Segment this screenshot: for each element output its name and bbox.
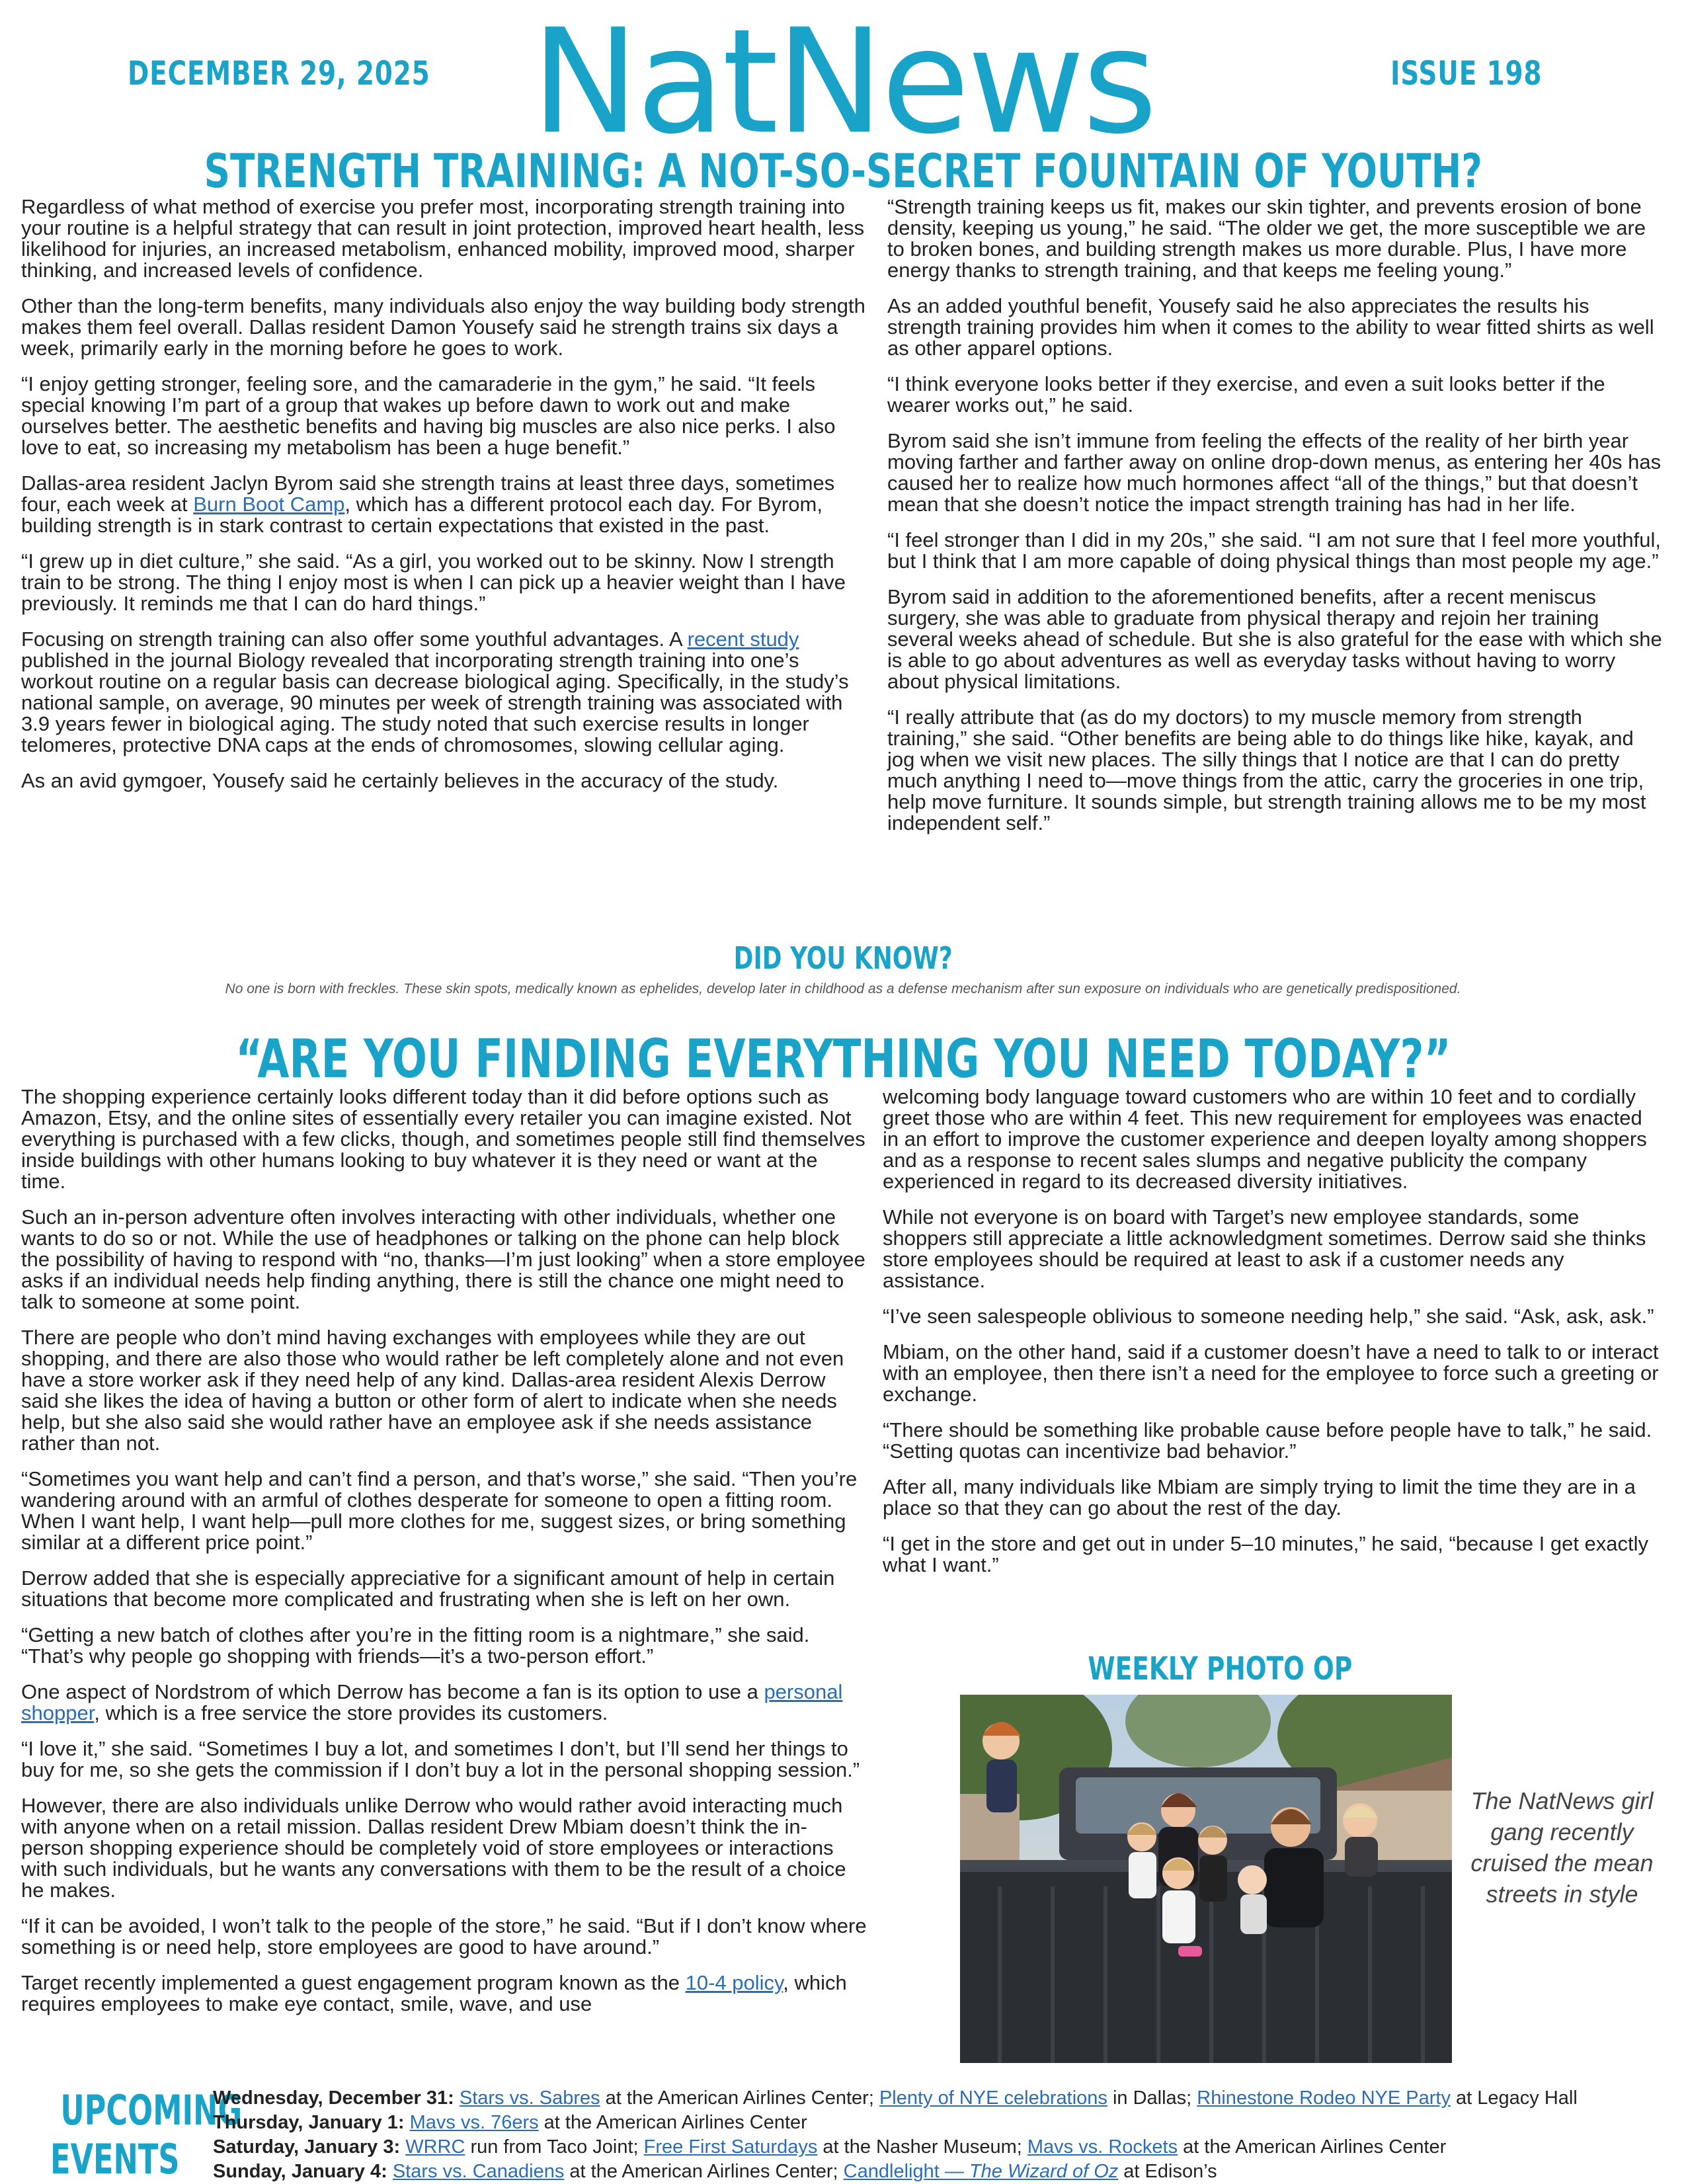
event-row: Sunday, January 4: Stars vs. Canadiens at the American Airlines Center; Candlelight — The Wizard of Oz at Edison’s [213, 2161, 1217, 2182]
paragraph: Focusing on strength training can also offer some youthful advantages. A recent study published in the journal Biology revealed that incorporating strength training into one’s workout routine on a regular basis can decrease biological aging. Specifically, in the study’s national sample, on average, 90 minutes per week of strength training was associated with 3.9 years fewer in biological aging. The study noted that such exercise results in longer telomeres, protective DNA caps at the ends of chromosomes, slowing cellular aging. [21, 627, 849, 756]
paragraph: Such an in-person adventure often involves interacting with other individuals, whether one wants to do so or not. While the use of headphones or talking on the phone can help block the possibility of having to respond with “no, thanks—I’m just looking” when a store employee asks if an individual needs help finding anything, there is still the chance one might need to talk to someone at some point. [21, 1205, 865, 1313]
personal-shopper-link[interactable]: personal shopper [21, 1680, 843, 1724]
event-link[interactable]: WRRC [405, 2136, 465, 2158]
did-you-know-title: DID YOU KNOW? [733, 940, 953, 976]
paragraph: Regardless of what method of exercise you prefer most, incorporating strength training into your routine is a helpful strategy that can result in joint protection, improved heart health, less likelihood for injuries, an increased metabolism, enhanced mobility, improved mood, sharper thinking, and increased levels of confidence. [21, 195, 865, 282]
paragraph: Other than the long-term benefits, many individuals also enjoy the way building body strength makes them feel overall. Dallas resident Damon Yousefy said he strength trains six days a week, primarily early in the morning before he goes to work. [21, 294, 865, 360]
paragraph: “There should be something like probable cause before people have to talk,” he said. “Setting quotas can incentivize bad behavior.” [883, 1418, 1652, 1463]
event-link[interactable]: Free First Saturdays [643, 2136, 818, 2158]
paragraph: “Sometimes you want help and can’t find a person, and that’s worse,” she said. “Then you’re wandering around with an armful of clothes desperate for someone to open a fitting room. When I want help, I want help—pull more clothes for me, suggest sizes, or bring something similar at a different price point.” [21, 1467, 858, 1554]
paragraph: However, there are also individuals unlike Derrow who would rather avoid interacting much with anyone when on a retail mission. Dallas resident Drew Mbiam doesn’t think the in-person shopping experience should be completely void of store employees or interactions with such individuals, but he wants any conversations with them to be the result of a choice he makes. [21, 1794, 846, 1902]
paragraph: “I grew up in diet culture,” she said. “As a girl, you worked out to be skinny. Now I strength train to be strong. The thing I enjoy most is when I can pick up a heavier weight than I have previously. It reminds me that I can do hard things.” [21, 549, 846, 615]
paragraph: There are people who don’t mind having exchanges with employees while they are out shopping, and there are also those who would rather be left completely alone and not even have a store worker ask if they need help of any kind. Dallas-area resident Alexis Derrow said she likes the idea of having a button or other form of alert to indicate when she needs help, but she also said she would rather have an employee ask if she needs assistance rather than not. [21, 1326, 844, 1455]
article1-headline: STRENGTH TRAINING: A NOT-SO-SECRET FOUNTAIN OF YOUTH? [204, 144, 1482, 198]
paragraph: As an added youthful benefit, Yousefy said he also appreciates the results his strength training provides him when it comes to the ability to wear fitted shirts as well as other apparel options. [887, 294, 1654, 360]
event-row: Wednesday, December 31: Stars vs. Sabres at the American Airlines Center; Plenty of NYE celebrations in Dallas; Rhinestone Rodeo NYE Party at Legacy Hall [213, 2087, 1578, 2109]
event-link[interactable]: Plenty of NYE celebrations [879, 2087, 1107, 2109]
issue-number: ISSUE 198 [1390, 54, 1543, 93]
paragraph: Byrom said in addition to the aforementioned benefits, after a recent meniscus surgery, she was able to graduate from physical therapy and rejoin her training several weeks ahead of schedule. But she is also grateful for the ease with which she is able to go about adventures as well as everyday tasks without having to worry about physical limitations. [887, 585, 1662, 693]
paragraph: “I’ve seen salespeople oblivious to someone needing help,” she said. “Ask, ask, ask.” [883, 1305, 1654, 1328]
paragraph: Derrow added that she is especially appreciative for a significant amount of help in certain situations that become more complicated and frustrating when she is left on her own. [21, 1566, 835, 1611]
paragraph: “I enjoy getting stronger, feeling sore, and the camaraderie in the gym,” he said. “It feels special knowing I’m part of a group that wakes up before dawn to work out and make ourselves better. The aesthetic benefits and having big muscles are also nice perks. I also love to eat, so increasing my metabolism has been a huge benefit.” [21, 372, 836, 459]
publication-title: NatNews [531, 0, 1155, 166]
paragraph: One aspect of Nordstrom of which Derrow has become a fan is its option to use a personal shopper, which is a free service the store provides its customers. [21, 1680, 843, 1724]
photo-op-title: WEEKLY PHOTO OP [1088, 1650, 1352, 1687]
event-row: Thursday, January 1: Mavs vs. 76ers at the American Airlines Center [213, 2112, 807, 2133]
recent-study-link[interactable]: recent study [687, 627, 799, 651]
issue-date: DECEMBER 29, 2025 [128, 54, 430, 93]
paragraph: “I think everyone looks better if they exercise, and even a suit looks better if the wearer works out,” he said. [887, 372, 1605, 417]
paragraph: As an avid gymgoer, Yousefy said he certainly believes in the accuracy of the study. [21, 769, 779, 792]
photo-girl-gang-truck [960, 1695, 1452, 2063]
paragraph: After all, many individuals like Mbiam are simply trying to limit the time they are in a place so that they can go about the rest of the day. [883, 1475, 1636, 1519]
article1-right-column [887, 196, 1664, 848]
paragraph: “I get in the store and get out in under 5–10 minutes,” he said, “because I get exactly what I want.” [883, 1532, 1649, 1576]
article2-headline: “ARE YOU FINDING EVERYTHING YOU NEED TODAY?” [235, 1028, 1451, 1090]
event-link[interactable]: Mavs vs. Rockets [1027, 2136, 1178, 2158]
paragraph: Byrom said she isn’t immune from feeling the effects of the reality of her birth year moving farther and farther away on online drop-down menus, as entering her 40s has caused her to realize how much hormones affect “all of the things,” but that doesn’t mean that she doesn’t notice the impact strength training has had in her life. [887, 429, 1662, 516]
article2-left-column [21, 1086, 867, 2029]
paragraph: Dallas-area resident Jaclyn Byrom said she strength trains at least three days, sometimes four, each week at Burn Boot Camp, which has a different protocol each day. For Byrom, building strength is in stark contrast to certain expectations that existed in the past. [21, 471, 835, 537]
paragraph: Target recently implemented a guest engagement program known as the 10-4 policy, which requires employees to make eye contact, smile, wave, and use [21, 1971, 847, 2015]
event-link[interactable]: Candlelight — The Wizard of Oz [843, 2161, 1119, 2182]
paragraph: “I feel stronger than I did in my 20s,” she said. “I am not sure that I feel more youthful, but I think that I am more capable of doing physical things than most people my age.” [887, 528, 1661, 573]
article1-left-column [21, 196, 867, 806]
photo-caption: The NatNews girl gang recently cruised the mean streets in style [1470, 1787, 1654, 1908]
did-you-know-text: No one is born with freckles. These skin spots, medically known as ephelides, develop later in childhood as a defense mechanism after sun exposure on individuals who are genetically predispositioned. [225, 981, 1461, 996]
burn-boot-camp-link[interactable]: Burn Boot Camp [193, 493, 345, 516]
paragraph: “Getting a new batch of clothes after you’re in the fitting room is a nightmare,” she said. “That’s why people go shopping with friends—it’s a two-person effort.” [21, 1623, 810, 1668]
paragraph: The shopping experience certainly looks different today than it did before options such as Amazon, Etsy, and the online sites of essentially every retailer you can imagine existed. Not everything is purchased with a few clicks, though, and sometimes people still find themselves inside buildings with other humans looking to buy whatever it is they need or want at the time. [21, 1085, 865, 1193]
paragraph: “Strength training keeps us fit, makes our skin tighter, and prevents erosion of bone density, keeping us young,” he said. “The older we get, the more susceptible we are to broken bones, and building strength makes us more durable. Plus, I have more energy thanks to strength training, and that keeps me feeling young.” [887, 195, 1646, 282]
upcoming-events-label: UPCOMING EVENTS [50, 2086, 243, 2183]
events-list [213, 2086, 1667, 2184]
paragraph: welcoming body language toward customers who are within 10 feet and to cordially greet those who are within 4 feet. This new requirement for employees was enacted in an effort to improve the customer experience and deepen loyalty among shoppers and as a response to recent sales slumps and negative publicity the company experienced in regard to its decreased diversity initiatives. [883, 1085, 1647, 1193]
event-link[interactable]: Stars vs. Sabres [459, 2087, 600, 2109]
event-link[interactable]: Mavs vs. 76ers [409, 2112, 539, 2133]
paragraph: “I love it,” she said. “Sometimes I buy a lot, and sometimes I don’t, but I’ll send her things to buy for me, so she gets the commission if I don’t buy a lot in the personal shopping session.” [21, 1737, 860, 1781]
paragraph: Mbiam, on the other hand, said if a customer doesn’t have a need to talk to or interact with an employee, then there isn’t a need for the employee to force such a greeting or exchange. [883, 1340, 1659, 1406]
event-link[interactable]: Rhinestone Rodeo NYE Party [1197, 2087, 1451, 2109]
article2-right-column [883, 1086, 1663, 1590]
ten-four-policy-link[interactable]: 10-4 policy [685, 1971, 783, 1994]
event-link[interactable]: Stars vs. Canadiens [392, 2161, 565, 2182]
paragraph: “If it can be avoided, I won’t talk to the people of the store,” he said. “But if I don’t know where something is or need help, store employees are good to have around.” [21, 1914, 867, 1959]
paragraph: While not everyone is on board with Target’s new employee standards, some shoppers still appreciate a little acknowledgment sometimes. Derrow said she thinks store employees should be required at least to ask if a customer needs any assistance. [883, 1205, 1646, 1292]
paragraph: “I really attribute that (as do my doctors) to my muscle memory from strength training,” she said. “Other benefits are being able to do things like hike, kayak, and jog when we visit new places. The silly things that I notice are that I can do pretty much anything I need to—move things from the attic, carry the groceries in one trip, help move furniture. It sounds simple, but strength training allows me to be my most independent self.” [887, 706, 1646, 834]
event-row: Saturday, January 3: WRRC run from Taco Joint; Free First Saturdays at the Nasher Museum; Mavs vs. Rockets at the American Airlines Center [213, 2136, 1447, 2158]
